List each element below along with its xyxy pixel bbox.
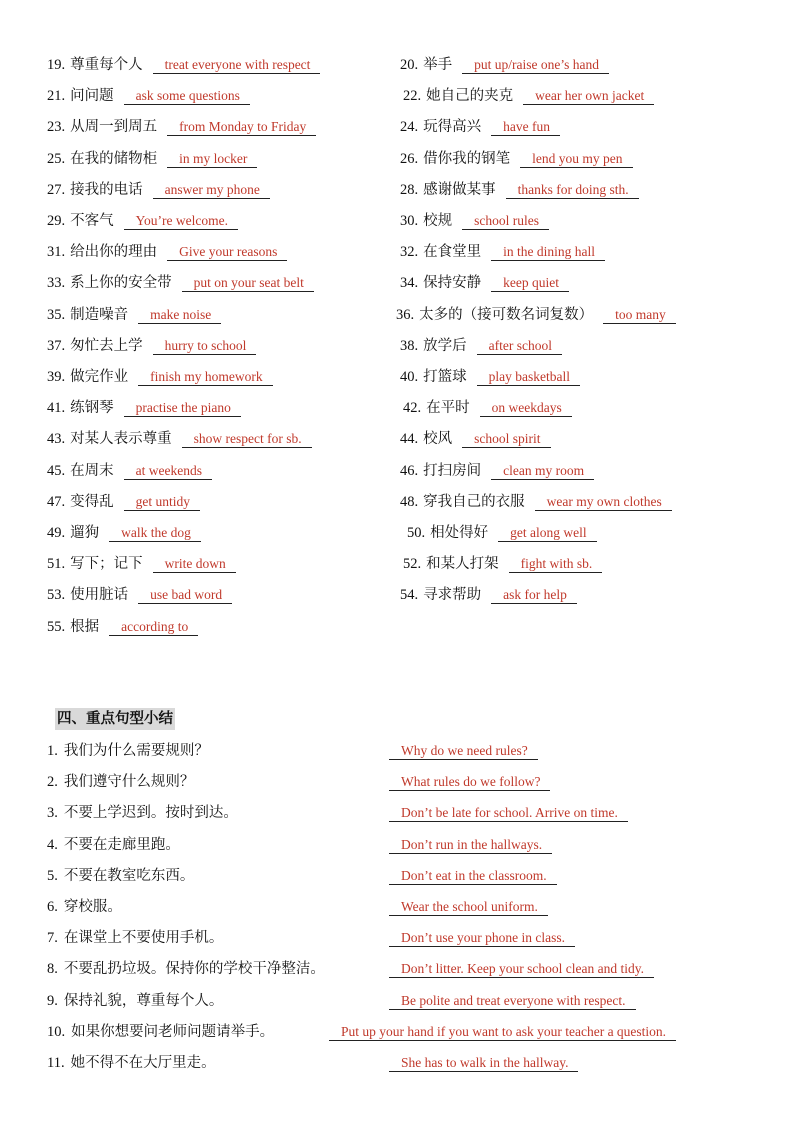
item-number: 26. [400,150,419,167]
chinese-prompt: 保持礼貌，尊重每个人。 [63,992,224,1009]
english-answer: school spirit [462,431,550,448]
phrase-row [400,54,609,76]
english-answer: treat everyone with respect [153,57,321,74]
english-answer: keep quiet [491,275,569,292]
phrase-row [400,428,551,450]
item-number: 43. [47,431,66,448]
english-answer: Don’t use your phone in class. [389,930,575,947]
item-number: 8. [47,961,58,978]
item-number: 27. [47,181,66,198]
phrase-row [400,366,580,388]
chinese-prompt: 相处得好 [430,525,489,541]
section-title: 四、重点句型小结 [55,708,175,730]
chinese-prompt: 穿我自己的衣服 [423,493,525,510]
chinese-prompt: 匆忙去上学 [70,337,143,354]
english-answer: ask for help [491,587,577,604]
english-answer: You’re welcome. [124,213,238,230]
phrase-row [400,148,633,170]
item-number: 54. [400,587,419,604]
phrase-row [47,241,287,263]
chinese-prompt: 太多的（接可数名词复数） [419,306,594,323]
english-answer: ask some questions [124,88,250,105]
chinese-prompt: 制造噪音 [70,306,129,323]
sentence-row [47,740,792,762]
item-number: 52. [403,556,422,573]
item-number: 11. [47,1055,65,1071]
english-answer: on weekdays [480,400,572,417]
phrase-row [47,584,232,606]
sentence-row [47,1021,792,1043]
item-number: 21. [47,88,66,105]
chinese-prompt: 对某人表示尊重 [70,431,172,448]
item-number: 38. [400,337,419,354]
english-answer: put up/raise one’s hand [462,57,609,74]
item-number: 19. [47,57,66,73]
chinese-prompt: 借你我的钢笔 [423,150,511,167]
sentence-row [47,834,792,856]
item-number: 29. [47,213,66,229]
english-answer: put on your seat belt [182,275,314,292]
phrase-row [47,397,241,419]
chinese-prompt: 给出你的理由 [70,244,158,261]
chinese-prompt: 和某人打架 [426,556,499,573]
chinese-prompt: 问问题 [70,88,114,105]
chinese-prompt: 尊重每个人 [70,57,143,73]
phrase-row [400,116,560,138]
chinese-prompt: 打扫房间 [423,462,482,479]
chinese-prompt: 不客气 [70,213,114,229]
item-number: 4. [47,836,58,853]
phrase-row [400,272,569,294]
item-number: 42. [403,400,422,417]
item-number: 33. [47,275,66,292]
item-number: 9. [47,992,58,1009]
chinese-prompt: 保持安静 [423,275,482,292]
item-number: 40. [400,369,419,385]
chinese-prompt: 不要上学迟到。按时到达。 [63,805,238,822]
english-answer: from Monday to Friday [167,119,316,136]
chinese-prompt: 变得乱 [70,493,114,510]
english-answer: get untidy [124,494,200,511]
english-answer: Don’t run in the hallways. [389,837,552,854]
english-answer: make noise [138,307,221,324]
english-answer: thanks for doing sth. [506,182,639,199]
sentence-row [47,896,792,918]
phrase-row [400,335,562,357]
phrase-row [47,179,270,201]
phrase-row [403,553,602,575]
phrase-row [47,116,316,138]
phrase-row [47,304,221,326]
item-number: 28. [400,181,419,198]
phrase-row [47,553,236,575]
phrase-row [400,179,639,201]
chinese-prompt: 不要乱扔垃圾。保持你的学校干净整洁。 [63,961,325,978]
english-answer: hurry to school [153,338,257,355]
english-answer: have fun [491,119,560,136]
chinese-prompt: 如果你想要问老师问题请举手。 [71,1023,275,1040]
english-answer: at weekends [124,463,212,480]
sentence-row [47,958,792,980]
phrase-row [400,584,577,606]
phrase-row [47,522,201,544]
item-number: 7. [47,930,58,947]
english-answer: walk the dog [109,525,201,542]
english-answer: Give your reasons [167,244,287,261]
chinese-prompt: 在课堂上不要使用手机。 [63,930,224,947]
chinese-prompt: 玩得高兴 [423,119,482,136]
phrase-row [400,460,594,482]
item-number: 25. [47,150,66,167]
sentence-row [47,1052,792,1074]
chinese-prompt: 不要在走廊里跑。 [63,836,180,853]
english-answer: Be polite and treat everyone with respect. [389,993,636,1010]
english-answer: fight with sb. [509,556,603,573]
chinese-prompt: 放学后 [423,337,467,354]
item-number: 41. [47,400,66,417]
chinese-prompt: 穿校服。 [63,899,122,915]
item-number: 48. [400,493,419,510]
item-number: 1. [47,743,58,759]
item-number: 34. [400,275,419,292]
english-answer: Don’t be late for school. Arrive on time. [389,805,628,822]
item-number: 45. [47,462,66,479]
phrase-row [407,522,597,544]
chinese-prompt: 举手 [423,57,453,73]
sentence-row [47,771,792,793]
english-answer: play basketball [477,369,580,386]
item-number: 30. [400,213,419,229]
phrase-row [47,335,256,357]
phrase-row [400,491,672,513]
phrase-row [47,54,320,76]
item-number: 31. [47,244,66,261]
chinese-prompt: 练钢琴 [70,400,114,417]
phrase-row [47,428,312,450]
phrase-row [400,210,549,232]
item-number: 53. [47,587,66,604]
chinese-prompt: 感谢做某事 [423,181,496,198]
english-answer: practise the piano [124,400,241,417]
phrase-row [396,304,676,326]
phrase-row [47,616,198,638]
item-number: 24. [400,119,419,136]
english-answer: get along well [498,525,596,542]
phrase-row [47,210,238,232]
phrase-row [47,148,257,170]
chinese-prompt: 使用脏话 [70,587,129,604]
item-number: 22. [403,88,422,105]
item-number: 55. [47,618,66,635]
item-number: 20. [400,57,419,73]
english-answer: She has to walk in the hallway. [389,1055,578,1072]
sentence-row [47,802,792,824]
english-answer: too many [603,307,676,324]
chinese-prompt: 根据 [70,618,100,635]
chinese-prompt: 我们为什么需要规则？ [63,743,209,759]
sentence-row [47,865,792,887]
item-number: 6. [47,899,58,915]
english-answer: lend you my pen [520,151,632,168]
english-answer: Don’t eat in the classroom. [389,868,557,885]
item-number: 47. [47,493,66,510]
chinese-prompt: 遛狗 [70,525,100,541]
english-answer: Don’t litter. Keep your school clean and tidy. [389,961,654,978]
english-answer: wear her own jacket [523,88,654,105]
item-number: 39. [47,369,66,385]
item-number: 36. [396,306,415,323]
item-number: 32. [400,244,419,261]
phrase-row [403,397,572,419]
english-answer: finish my homework [138,369,273,386]
chinese-prompt: 在食堂里 [423,244,482,261]
chinese-prompt: 校规 [423,213,453,229]
item-number: 23. [47,119,66,136]
item-number: 3. [47,805,58,822]
item-number: 10. [47,1023,66,1040]
english-answer: according to [109,619,198,636]
chinese-prompt: 在平时 [426,400,470,417]
item-number: 37. [47,337,66,354]
phrase-row [47,460,212,482]
item-number: 50. [407,525,426,541]
chinese-prompt: 在周末 [70,462,114,479]
english-answer: after school [477,338,562,355]
english-answer: in the dining hall [491,244,605,261]
item-number: 5. [47,867,58,884]
english-answer: wear my own clothes [535,494,672,511]
item-number: 2. [47,774,58,791]
chinese-prompt: 她自己的夹克 [426,88,514,105]
english-answer: Put up your hand if you want to ask your teacher a question. [329,1024,676,1041]
english-answer: answer my phone [153,182,270,199]
chinese-prompt: 不要在教室吃东西。 [63,867,195,884]
item-number: 49. [47,525,66,541]
chinese-prompt: 打篮球 [423,369,467,385]
english-answer: show respect for sb. [182,431,312,448]
chinese-prompt: 我们遵守什么规则？ [63,774,195,791]
english-answer: clean my room [491,463,594,480]
english-answer: Wear the school uniform. [389,899,548,916]
item-number: 44. [400,431,419,448]
english-answer: What rules do we follow? [389,774,550,791]
phrase-row [47,85,250,107]
sentence-row [47,927,792,949]
english-answer: write down [153,556,236,573]
english-answer: use bad word [138,587,232,604]
item-number: 46. [400,462,419,479]
chinese-prompt: 写下；记下 [70,556,143,573]
chinese-prompt: 在我的储物柜 [70,150,158,167]
chinese-prompt: 从周一到周五 [70,119,158,136]
chinese-prompt: 寻求帮助 [423,587,482,604]
sentence-row [47,990,792,1012]
phrase-row [403,85,654,107]
english-answer: in my locker [167,151,257,168]
item-number: 51. [47,556,66,573]
english-answer: Why do we need rules? [389,743,538,760]
item-number: 35. [47,306,66,323]
chinese-prompt: 她不得不在大厅里走。 [70,1055,216,1071]
phrase-row [400,241,605,263]
chinese-prompt: 系上你的安全带 [70,275,172,292]
phrase-row [47,491,200,513]
chinese-prompt: 校风 [423,431,453,448]
chinese-prompt: 接我的电话 [70,181,143,198]
chinese-prompt: 做完作业 [70,369,129,385]
phrase-row [47,272,314,294]
english-answer: school rules [462,213,549,230]
phrase-row [47,366,273,388]
